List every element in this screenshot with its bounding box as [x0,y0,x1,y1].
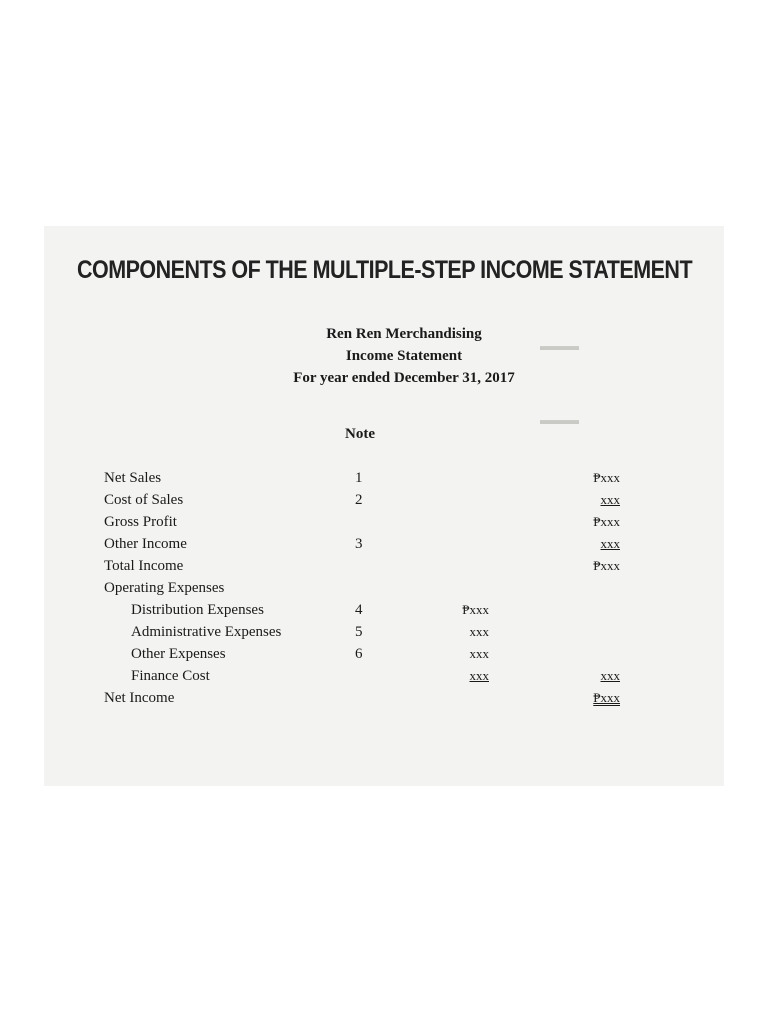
page-title: COMPONENTS OF THE MULTIPLE-STEP INCOME STATEMENT [77,256,693,284]
row-amount: ₱xxx [462,602,489,617]
statement-row [0,580,768,602]
row-label: Administrative Expenses [131,624,282,640]
statement-row [0,536,768,558]
company-name: Ren Ren Merchandising [326,326,482,342]
row-note: 4 [355,602,363,618]
row-amount: ₱xxx [593,514,620,529]
statement-row [0,514,768,536]
row-label: Net Income [104,690,175,706]
row-amount: xxx [469,668,489,683]
row-amount: xxx [600,536,620,551]
row-label: Operating Expenses [104,580,225,596]
bleed-through-mark: ▬▬▬ [540,412,579,427]
row-amount: ₱xxx [593,558,620,573]
note-column-header: Note [345,426,375,442]
row-label: Net Sales [104,470,162,486]
statement-row [0,668,768,690]
statement-row [0,646,768,668]
statement-row [0,690,768,712]
row-note: 2 [355,492,363,508]
row-label: Total Income [104,558,184,574]
statement-period: For year ended December 31, 2017 [293,370,515,386]
row-note: 3 [355,536,363,552]
row-amount: ₱xxx [593,690,620,705]
statement-row [0,602,768,624]
row-label: Finance Cost [131,668,210,684]
row-amount: xxx [469,646,489,661]
bleed-through-mark: ▬▬▬ [540,338,579,353]
statement-row [0,558,768,580]
row-note: 6 [355,646,363,662]
statement-title: Income Statement [345,348,463,364]
statement-row [0,470,768,492]
row-amount: xxx [600,668,620,683]
statement-row [0,492,768,514]
row-amount: ₱xxx [593,470,620,485]
row-note: 5 [355,624,363,640]
row-label: Cost of Sales [104,492,184,508]
row-label: Other Expenses [131,646,226,662]
row-amount: xxx [469,624,489,639]
row-label: Other Income [104,536,187,552]
row-note: 1 [355,470,363,486]
statement-row [0,624,768,646]
row-amount: xxx [600,492,620,507]
row-label: Distribution Expenses [131,602,264,618]
row-label: Gross Profit [104,514,177,530]
